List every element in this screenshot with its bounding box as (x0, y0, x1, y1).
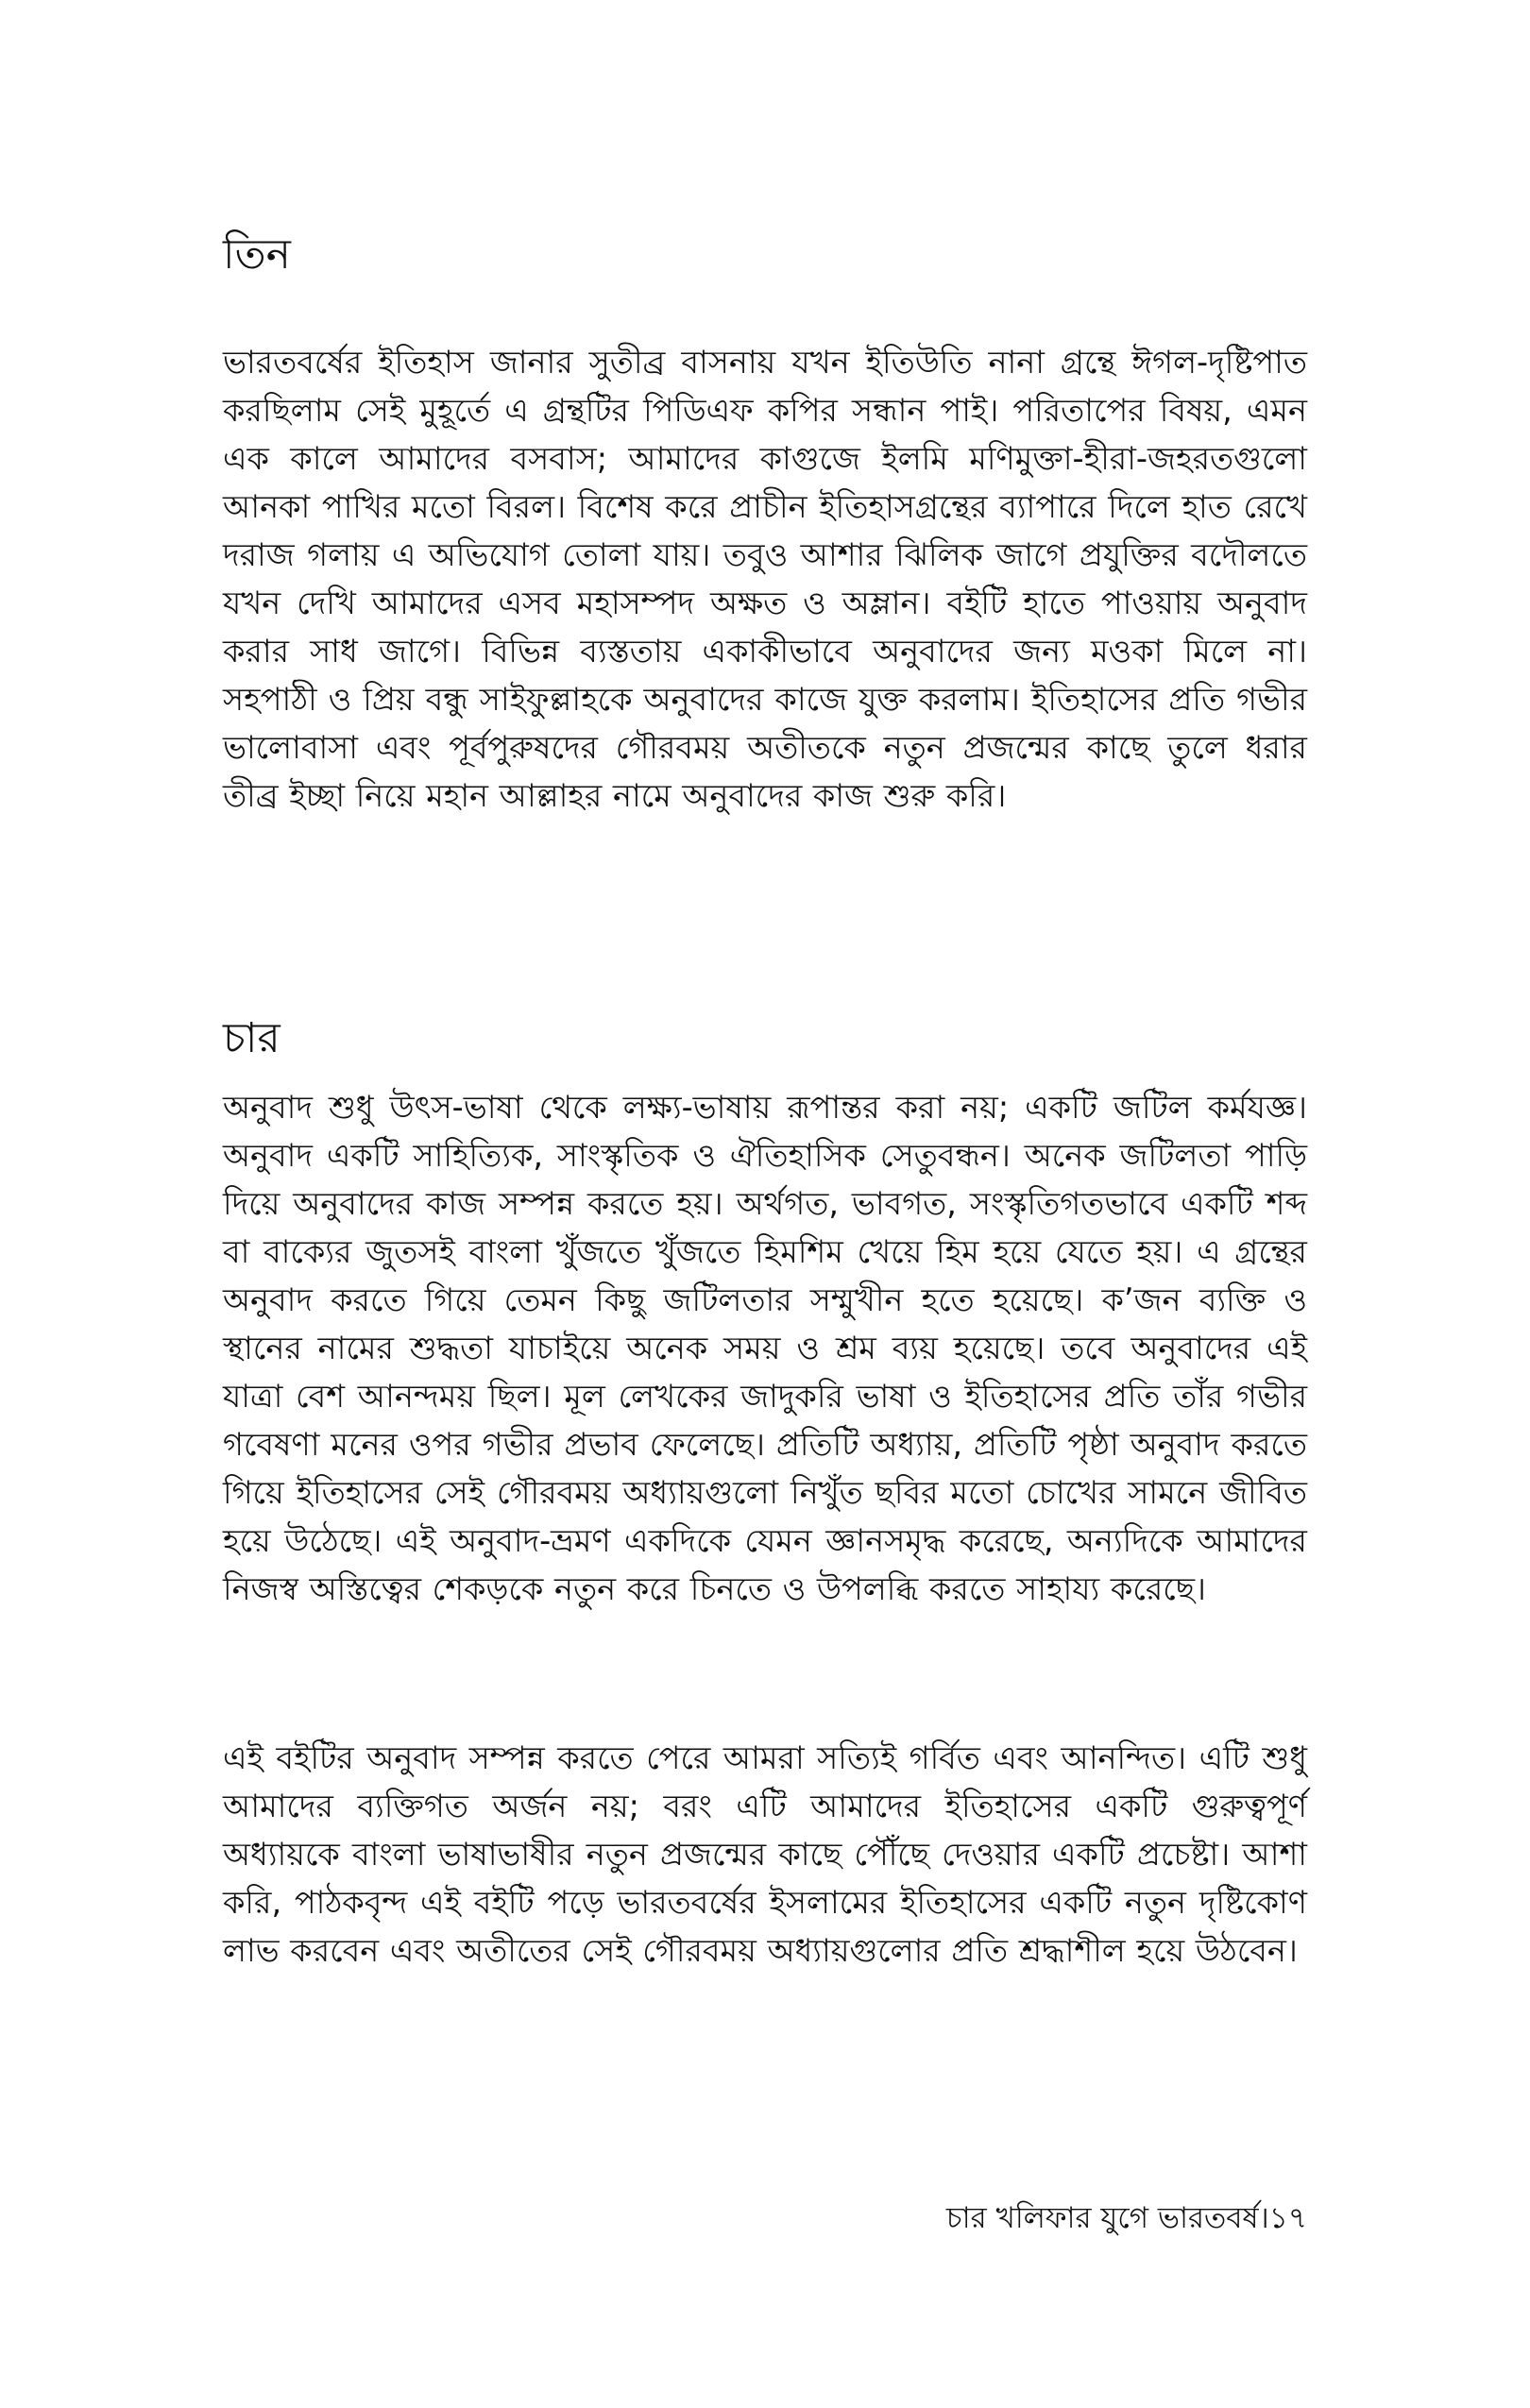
section-heading-four: চার (223, 1014, 280, 1062)
section-four-paragraph-2: এই বইটির অনুবাদ সম্পন্ন করতে পেরে আমরা সত্যিই গর্বিত এবং আনন্দিত। এটি শুধু আমাদের ব্যক্তিগত অর্জন নয়; বরং এটি আমাদের ইতিহাসের একটি গুরুত্বপূর্ণ অধ্যায়কে বাংলা ভাষাভাষীর নতুন প্রজন্মের কাছে পৌঁছে দেওয়ার একটি প্রচেষ্টা। আশা করি, পাঠকবৃন্দ এই বইটি পড়ে ভারতবর্ষের ইসলামের ইতিহাসের একটি নতুন দৃষ্টিকোণ লাভ করবেন এবং অতীতের সেই গৌরবময় অধ্যায়গুলোর প্রতি শ্রদ্ধাশীল হয়ে উঠবেন। (223, 1739, 1307, 1969)
footer-separator: । (1258, 2201, 1269, 2235)
section-three-paragraph: ভারতবর্ষের ইতিহাস জানার সুতীব্র বাসনায় যখন ইতিউতি নানা গ্রন্থে ঈগল-দৃষ্টিপাত করছিলাম সেই মুহূর্তে এ গ্রন্থটির পিডিএফ কপির সন্ধান পাই। পরিতাপের বিষয়, এমন এক কালে আমাদের বসবাস; আমাদের কাগুজে ইলমি মণিমুক্তা-হীরা-জহরতগুলো আনকা পাখির মতো বিরল। বিশেষ করে প্রাচীন ইতিহাসগ্রন্থের ব্যাপারে দিলে হাত রেখে দরাজ গলায় এ অভিযোগ তোলা যায়। তবুও আশার ঝিলিক জাগে প্রযুক্তির বদৌলতে যখন দেখি আমাদের এসব মহাসম্পদ অক্ষত ও অম্লান। বইটি হাতে পাওয়ায় অনুবাদ করার সাধ জাগে। বিভিন্ন ব্যস্ততায় একাকীভাবে অনুবাদের জন্য মওকা মিলে না। সহপাঠী ও প্রিয় বন্ধু সাইফুল্লাহকে অনুবাদের কাজে যুক্ত করলাম। ইতিহাসের প্রতি গভীর ভালোবাসা এবং পূর্বপুরুষদের গৌরবময় অতীতকে নতুন প্রজন্মের কাছে তুলে ধরার তীব্র ইচ্ছা নিয়ে মহান আল্লাহর নামে অনুবাদের কাজ শুরু করি। (223, 344, 1307, 814)
section-heading-three: তিন (223, 230, 291, 279)
running-title: চার খলিফার যুগে ভারতবর্ষ (945, 2201, 1259, 2235)
section-four-paragraph-1: অনুবাদ শুধু উৎস-ভাষা থেকে লক্ষ্য-ভাষায় রূপান্তর করা নয়; একটি জটিল কর্মযজ্ঞ। অনুবাদ একটি সাহিত্যিক, সাংস্কৃতিক ও ঐতিহাসিক সেতুবন্ধন। অনেক জটিলতা পাড়ি দিয়ে অনুবাদের কাজ সম্পন্ন করতে হয়। অর্থগত, ভাবগত, সংস্কৃতিগতভাবে একটি শব্দ বা বাক্যের জুতসই বাংলা খুঁজতে খুঁজতে হিমশিম খেয়ে হিম হয়ে যেতে হয়। এ গ্রন্থের অনুবাদ করতে গিয়ে তেমন কিছু জটিলতার সম্মুখীন হতে হয়েছে। ক’জন ব্যক্তি ও স্থানের নামের শুদ্ধতা যাচাইয়ে অনেক সময় ও শ্রম ব্যয় হয়েছে। তবে অনুবাদের এই যাত্রা বেশ আনন্দময় ছিল। মূল লেখকের জাদুকরি ভাষা ও ইতিহাসের প্রতি তাঁর গভীর গবেষণা মনের ওপর গভীর প্রভাব ফেলেছে। প্রতিটি অধ্যায়, প্রতিটি পৃষ্ঠা অনুবাদ করতে গিয়ে ইতিহাসের সেই গৌরবময় অধ্যায়গুলো নিখুঁত ছবির মতো চোখের সামনে জীবিত হয়ে উঠেছে। এই অনুবাদ-ভ্রমণ একদিকে যেমন জ্ঞানসমৃদ্ধ করেছে, অন্যদিকে আমাদের নিজস্ব অস্তিত্বের শেকড়কে নতুন করে চিনতে ও উপলব্ধি করতে সাহায্য করেছে। (223, 1089, 1307, 1607)
page-footer (946, 2198, 1307, 2238)
page-number: ১৭ (1268, 2201, 1307, 2235)
